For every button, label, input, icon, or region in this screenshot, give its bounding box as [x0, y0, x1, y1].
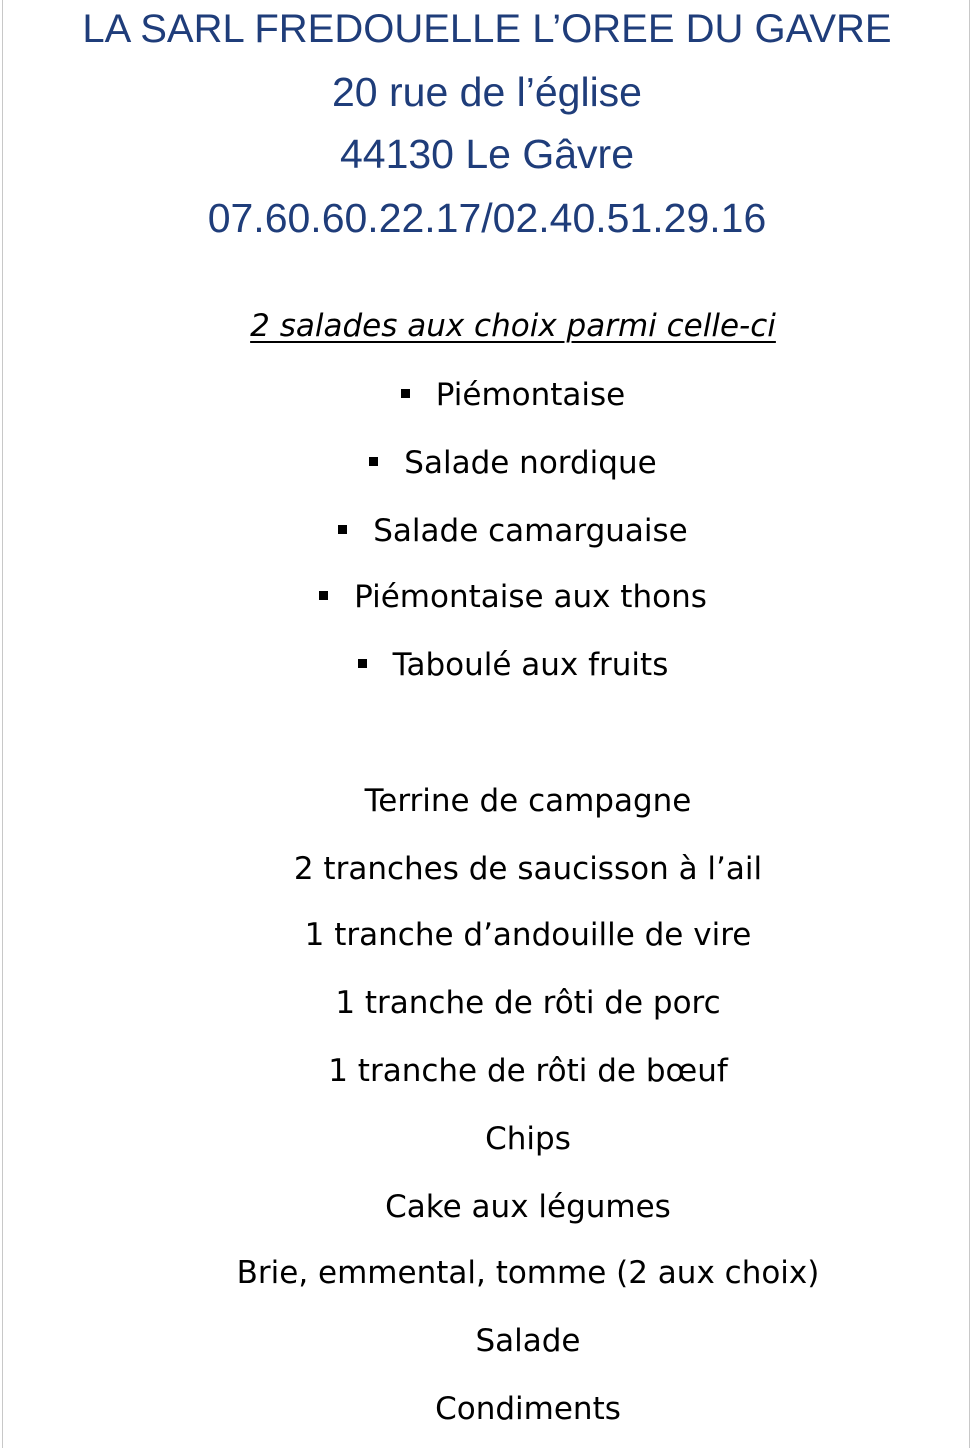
- square-bullet-icon: [369, 457, 378, 466]
- street-address: 20 rue de l’église: [332, 69, 642, 115]
- salad-heading: 2 salades aux choix parmi celle-ci: [250, 308, 776, 344]
- salad-list-item: [0, 513, 974, 549]
- menu-item: 1 tranche de rôti de bœuf: [328, 1053, 728, 1089]
- menu-item: 2 tranches de saucisson à l’ail: [293, 851, 763, 887]
- company-name: LA SARL FREDOUELLE L’OREE DU GAVRE: [82, 7, 892, 51]
- square-bullet-icon: [358, 659, 367, 668]
- salad-label: Taboulé aux fruits: [392, 647, 669, 683]
- salad-label: Salade nordique: [404, 445, 657, 481]
- salad-list-item: [0, 445, 974, 481]
- square-bullet-icon: [338, 525, 347, 534]
- square-bullet-icon: [401, 389, 410, 398]
- menu-item: 1 tranche d’andouille de vire: [304, 917, 752, 953]
- menu-item: Condiments: [435, 1391, 621, 1427]
- salad-label: Piémontaise: [435, 377, 626, 413]
- phone-numbers: 07.60.60.22.17/02.40.51.29.16: [207, 195, 767, 241]
- salad-list-item: [0, 647, 974, 683]
- menu-item: Cake aux légumes: [385, 1189, 671, 1225]
- menu-item: 1 tranche de rôti de porc: [335, 985, 721, 1021]
- salad-list-item: [0, 377, 974, 413]
- menu-item: Salade: [475, 1323, 581, 1359]
- salad-list-item: [0, 579, 974, 615]
- salad-label: Salade camarguaise: [373, 513, 688, 549]
- menu-item: Brie, emmental, tomme (2 aux choix): [236, 1255, 820, 1291]
- square-bullet-icon: [319, 591, 328, 600]
- salad-label: Piémontaise aux thons: [354, 579, 707, 615]
- menu-item: Terrine de campagne: [364, 783, 692, 819]
- menu-item: Chips: [485, 1121, 571, 1157]
- postal-city: 44130 Le Gâvre: [339, 131, 635, 177]
